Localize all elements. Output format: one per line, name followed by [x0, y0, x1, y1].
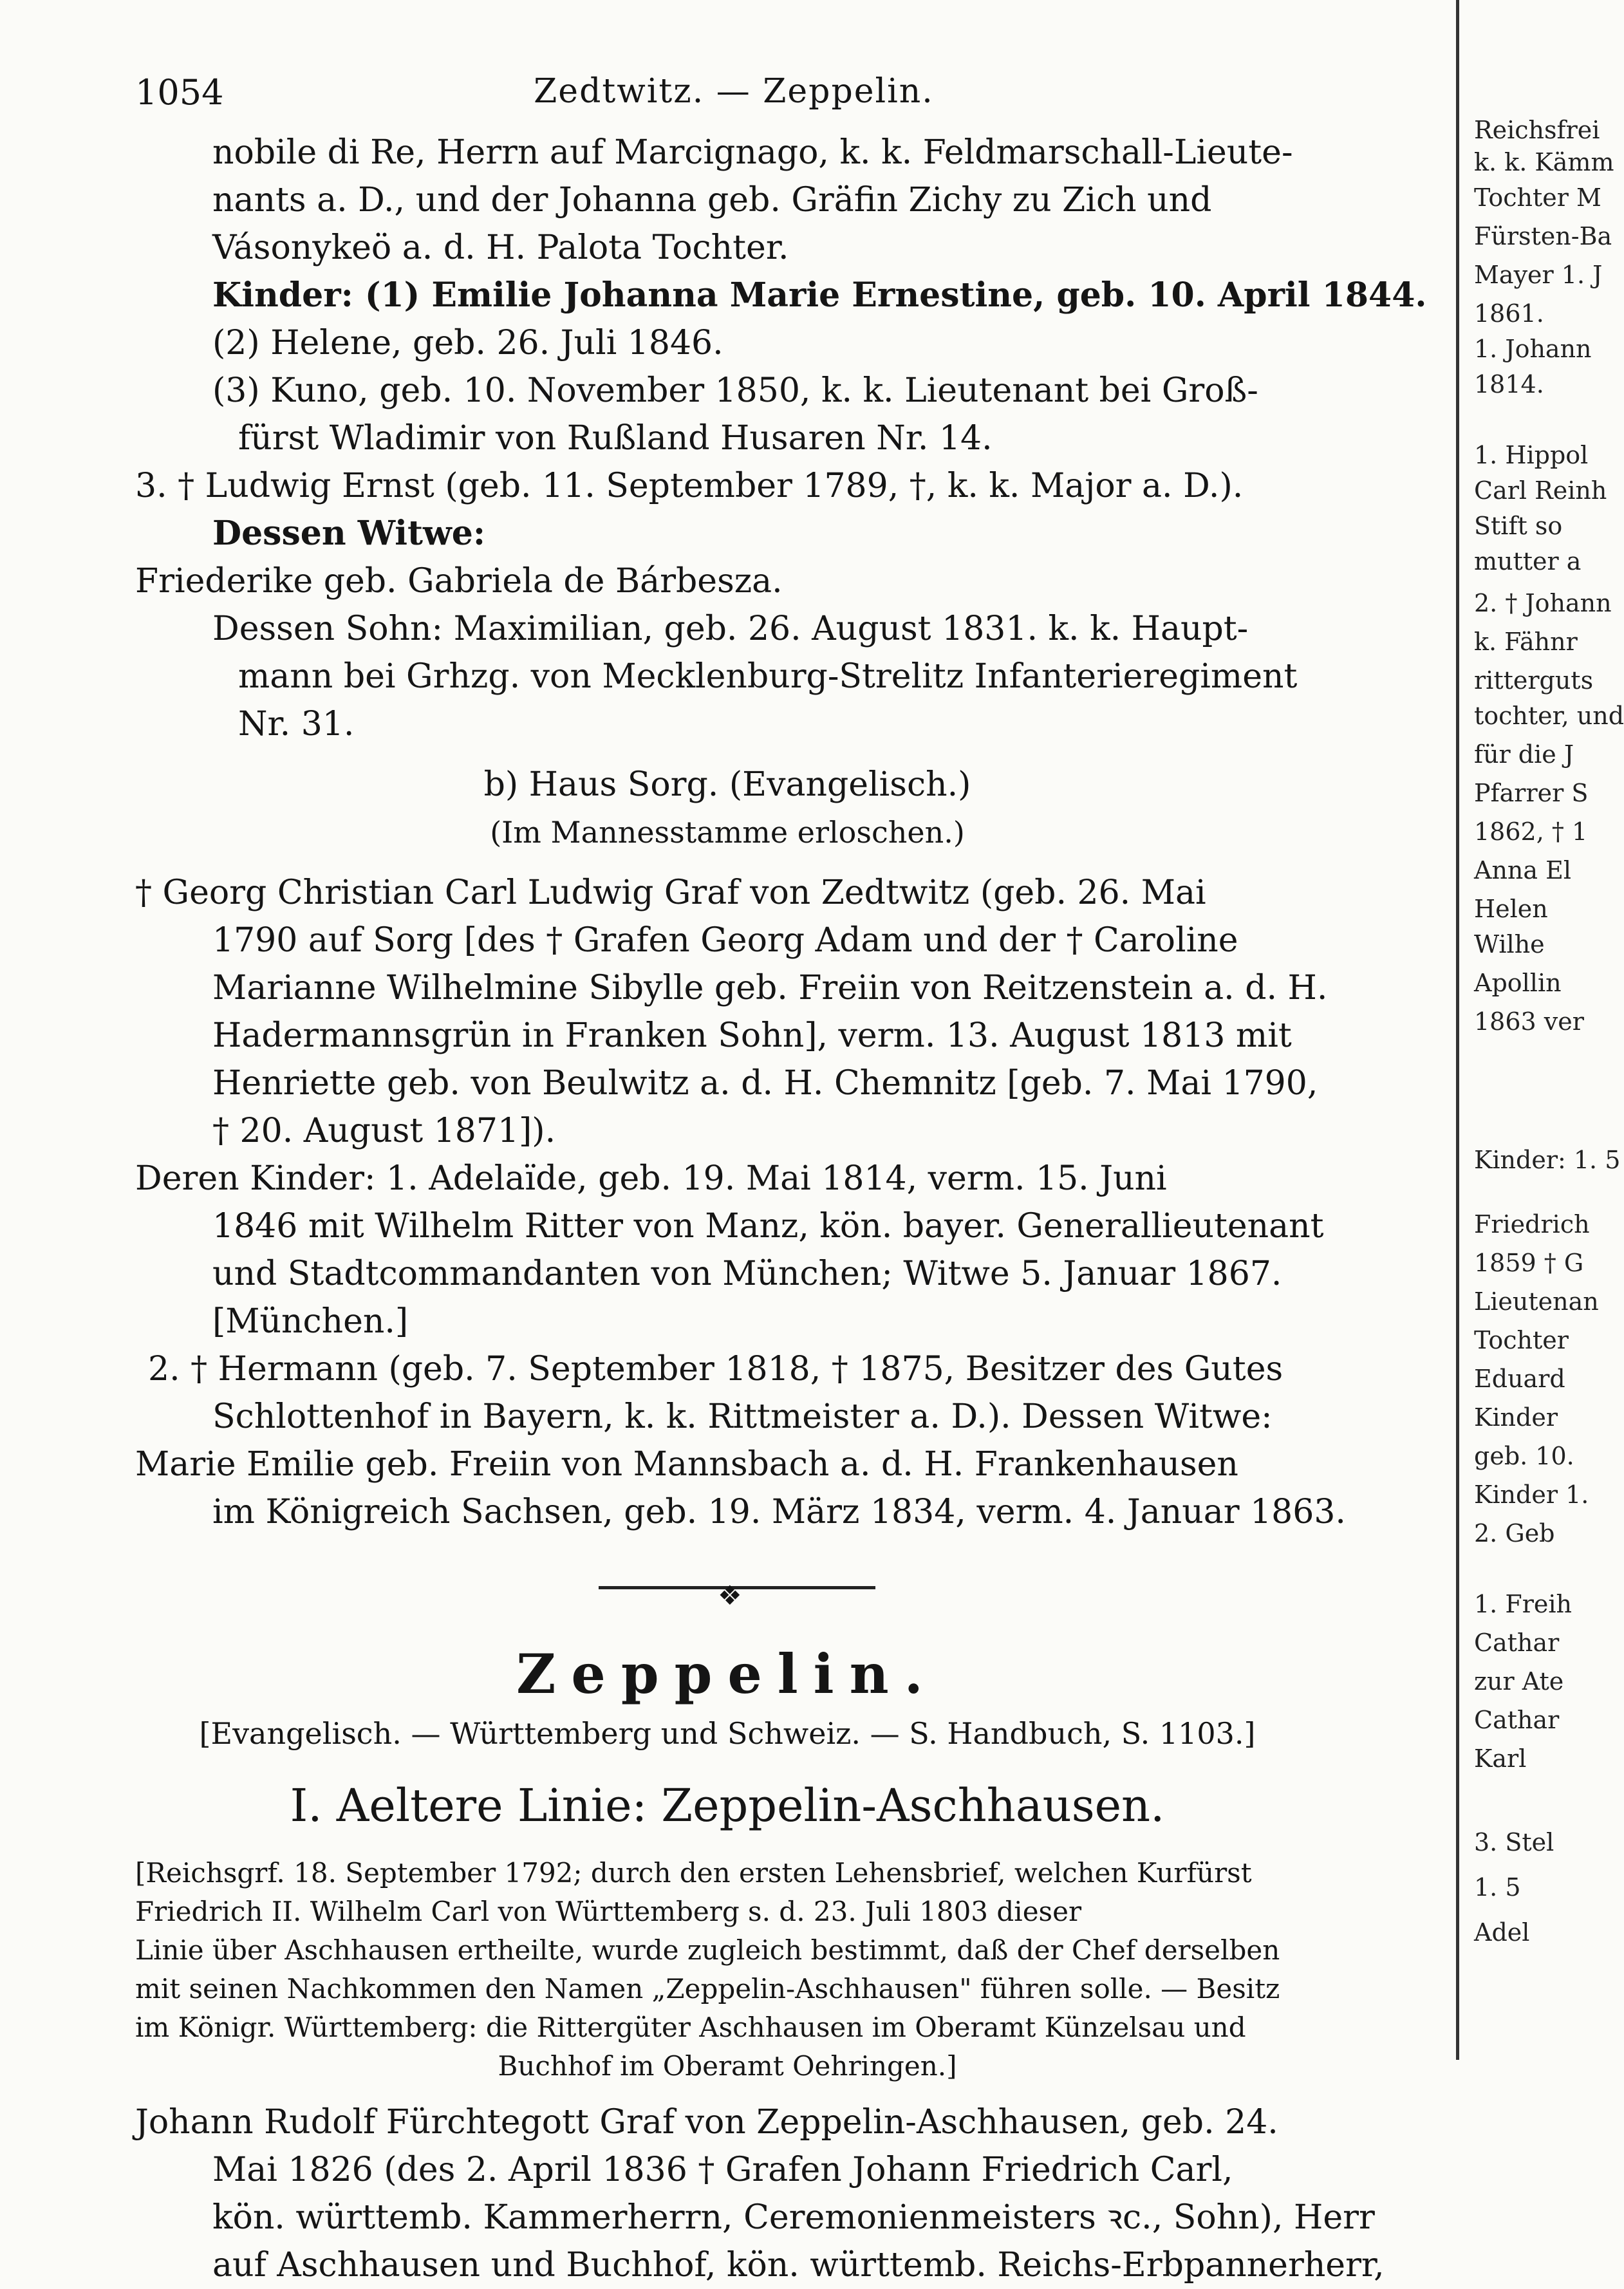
fragment-line: Cathar [1474, 1629, 1560, 1657]
fragment-line: Cathar [1474, 1706, 1560, 1734]
ornament-icon: ❖ [718, 1580, 742, 1611]
fragment-line: Anna El [1474, 856, 1572, 884]
kind-3-cont: fürst Wladimir von Rußland Husaren Nr. 14. [238, 419, 993, 458]
fragment-line: Tochter [1474, 1326, 1569, 1354]
kinder-entry: 1846 mit Wilhelm Ritter von Manz, kön. bayer. Generallieutenant [212, 1207, 1324, 1246]
page-number: 1054 [135, 72, 224, 113]
fragment-line: Fürsten-Ba [1474, 222, 1612, 250]
johann-entry: auf Aschhausen und Buchhof, kön. württemb. Reichs-Erbpannerherr, [212, 2246, 1385, 2284]
bracket-note-line: Buchhof im Oberamt Oehringen.] [498, 2050, 957, 2082]
fragment-line: Eduard [1474, 1365, 1565, 1393]
kinder-line: Kinder: (1) Emilie Johanna Marie Ernestine, geb. 10. April 1844. [212, 276, 1427, 315]
line-heading: I. Aeltere Linie: Zeppelin-Aschhausen. [290, 1779, 1165, 1832]
kind-2: (2) Helene, geb. 26. Juli 1846. [212, 324, 723, 362]
hermann-entry: Marie Emilie geb. Freiin von Mannsbach a. d. H. Frankenhausen [135, 1445, 1238, 1484]
fragment-line: tochter, und [1474, 702, 1624, 730]
sohn-line-2: mann bei Grhzg. von Mecklenburg-Strelitz Infanterieregiment [238, 657, 1298, 696]
georg-line: 1790 auf Sorg [des † Grafen Georg Adam und der † Caroline [212, 921, 1238, 960]
kinder-entry: Deren Kinder: 1. Adelaïde, geb. 19. Mai 1814, verm. 15. Juni [135, 1159, 1167, 1198]
fragment-line: k. k. Kämm [1474, 148, 1614, 176]
johann-entry: Mai 1826 (des 2. April 1836 † Grafen Johann Friedrich Carl, [212, 2151, 1233, 2189]
kinder-entry: und Stadtcommandanten von München; Witwe 5. Januar 1867. [212, 1255, 1282, 1293]
fragment-line: 1814. [1474, 370, 1544, 398]
fragment-line: ritterguts [1474, 666, 1594, 695]
fragment-line: für die J [1474, 740, 1574, 769]
friederike-entry: Friederike geb. Gabriela de Bárbesza. [135, 562, 783, 601]
section-note: (Im Mannesstamme erloschen.) [490, 815, 965, 850]
fragment-line: Kinder 1. [1474, 1481, 1589, 1509]
dessen-witwe: Dessen Witwe: [212, 514, 486, 553]
hermann-entry: 2. † Hermann (geb. 7. September 1818, † 1875, Besitzer des Gutes [148, 1350, 1283, 1388]
hermann-entry: Schlottenhof in Bayern, k. k. Rittmeister a. D.). Dessen Witwe: [212, 1397, 1273, 1436]
text-line: nants a. D., und der Johanna geb. Gräfin Zichy zu Zich und [212, 181, 1212, 220]
fragment-line: Lieutenan [1474, 1287, 1599, 1316]
page-body [135, 129, 1427, 2289]
fragment-line: Helen [1474, 895, 1548, 923]
fragment-line: 1. Freih [1474, 1590, 1572, 1618]
fragment-line: Stift so [1474, 512, 1563, 540]
bracket-note-line: Friedrich II. Wilhelm Carl von Württemberg s. d. 23. Juli 1803 dieser [135, 1896, 1082, 1927]
fragment-line: Karl [1474, 1744, 1527, 1773]
johann-entry: Johann Rudolf Fürchtegott Graf von Zeppelin-Aschhausen, geb. 24. [135, 2103, 1278, 2142]
hermann-entry: im Königreich Sachsen, geb. 19. März 1834, verm. 4. Januar 1863. [212, 1493, 1346, 1531]
fragment-line: 1859 † G [1474, 1249, 1584, 1277]
fragment-line: Kinder [1474, 1403, 1558, 1432]
georg-line: † Georg Christian Carl Ludwig Graf von Zedtwitz (geb. 26. Mai [135, 874, 1206, 912]
fragment-line: Pfarrer S [1474, 779, 1589, 807]
section-heading-haus-sorg: b) Haus Sorg. (Evangelisch.) [483, 765, 971, 804]
fragment-line: geb. 10. [1474, 1442, 1574, 1470]
fragment-line: Reichsfrei [1474, 116, 1600, 144]
fragment-line: 1. 5 [1474, 1873, 1521, 1901]
georg-line: Hadermannsgrün in Franken Sohn], verm. 13. August 1813 mit [212, 1016, 1292, 1055]
family-title: Zeppelin. [516, 1642, 938, 1706]
text-line: nobile di Re, Herrn auf Marcignago, k. k. Feldmarschall-Lieute- [212, 133, 1293, 172]
fragment-line: 1. Hippol [1474, 441, 1589, 469]
georg-line: † 20. August 1871]). [212, 1112, 556, 1150]
fragment-line: 3. Stel [1474, 1828, 1554, 1856]
running-title: Zedtwitz. — Zeppelin. [534, 72, 934, 111]
fragment-line: 1861. [1474, 299, 1544, 328]
georg-line: Marianne Wilhelmine Sibylle geb. Freiin von Reitzenstein a. d. H. [212, 969, 1328, 1007]
bracket-note-line: [Reichsgrf. 18. September 1792; durch den ersten Lehensbrief, welchen Kurfürst [135, 1857, 1252, 1889]
fragment-line: zur Ate [1474, 1667, 1564, 1696]
sohn-line-1: Dessen Sohn: Maximilian, geb. 26. August 1831. k. k. Haupt- [212, 610, 1249, 648]
fragment-line: Apollin [1474, 969, 1562, 997]
fragment-line: 2. † Johann [1474, 589, 1612, 617]
fragment-line: Tochter M [1474, 183, 1601, 212]
fragment-line: k. Fähnr [1474, 628, 1578, 656]
fragment-line: 1863 ver [1474, 1007, 1584, 1036]
bracket-note-line: Linie über Aschhausen ertheilte, wurde zugleich bestimmt, daß der Chef derselben [135, 1934, 1280, 1966]
fragment-line: Wilhe [1474, 930, 1545, 958]
family-subtitle: [Evangelisch. — Württemberg und Schweiz. — S. Handbuch, S. 1103.] [199, 1716, 1256, 1751]
johann-entry: kön. württemb. Kammerherrn, Ceremonienmeisters ꝛc., Sohn), Herr [212, 2198, 1375, 2237]
kind-3: (3) Kuno, geb. 10. November 1850, k. k. Lieutenant bei Groß- [212, 371, 1258, 410]
fragment-line: 1. Johann [1474, 335, 1592, 363]
fragment-line: Adel [1474, 1918, 1530, 1947]
facing-page-fragment [1456, 0, 1624, 2060]
bracket-note-line: mit seinen Nachkommen den Namen „Zeppelin-Aschhausen" führen solle. — Besitz [135, 1973, 1280, 2004]
page-header [135, 72, 1332, 124]
sohn-line-3: Nr. 31. [238, 705, 355, 743]
fragment-line: Mayer 1. J [1474, 261, 1603, 289]
bracket-note-line: im Königr. Württemberg: die Rittergüter Aschhausen im Oberamt Künzelsau und [135, 2012, 1246, 2043]
georg-line: Henriette geb. von Beulwitz a. d. H. Chemnitz [geb. 7. Mai 1790, [212, 1064, 1318, 1103]
ludwig-entry: 3. † Ludwig Ernst (geb. 11. September 1789, †, k. k. Major a. D.). [135, 467, 1244, 505]
fragment-line: Friedrich [1474, 1210, 1590, 1238]
page-gutter-rule [1456, 0, 1459, 2060]
fragment-line: Kinder: 1. 5 [1474, 1146, 1621, 1174]
fragment-line: Carl Reinh [1474, 476, 1607, 505]
text-line: Vásonykeö a. d. H. Palota Tochter. [212, 229, 789, 267]
fragment-line: 1862, † 1 [1474, 818, 1588, 846]
kinder-entry: [München.] [212, 1302, 409, 1341]
fragment-line: 2. Geb [1474, 1519, 1555, 1547]
fragment-line: mutter a [1474, 547, 1582, 575]
section-divider [135, 1568, 1320, 1611]
